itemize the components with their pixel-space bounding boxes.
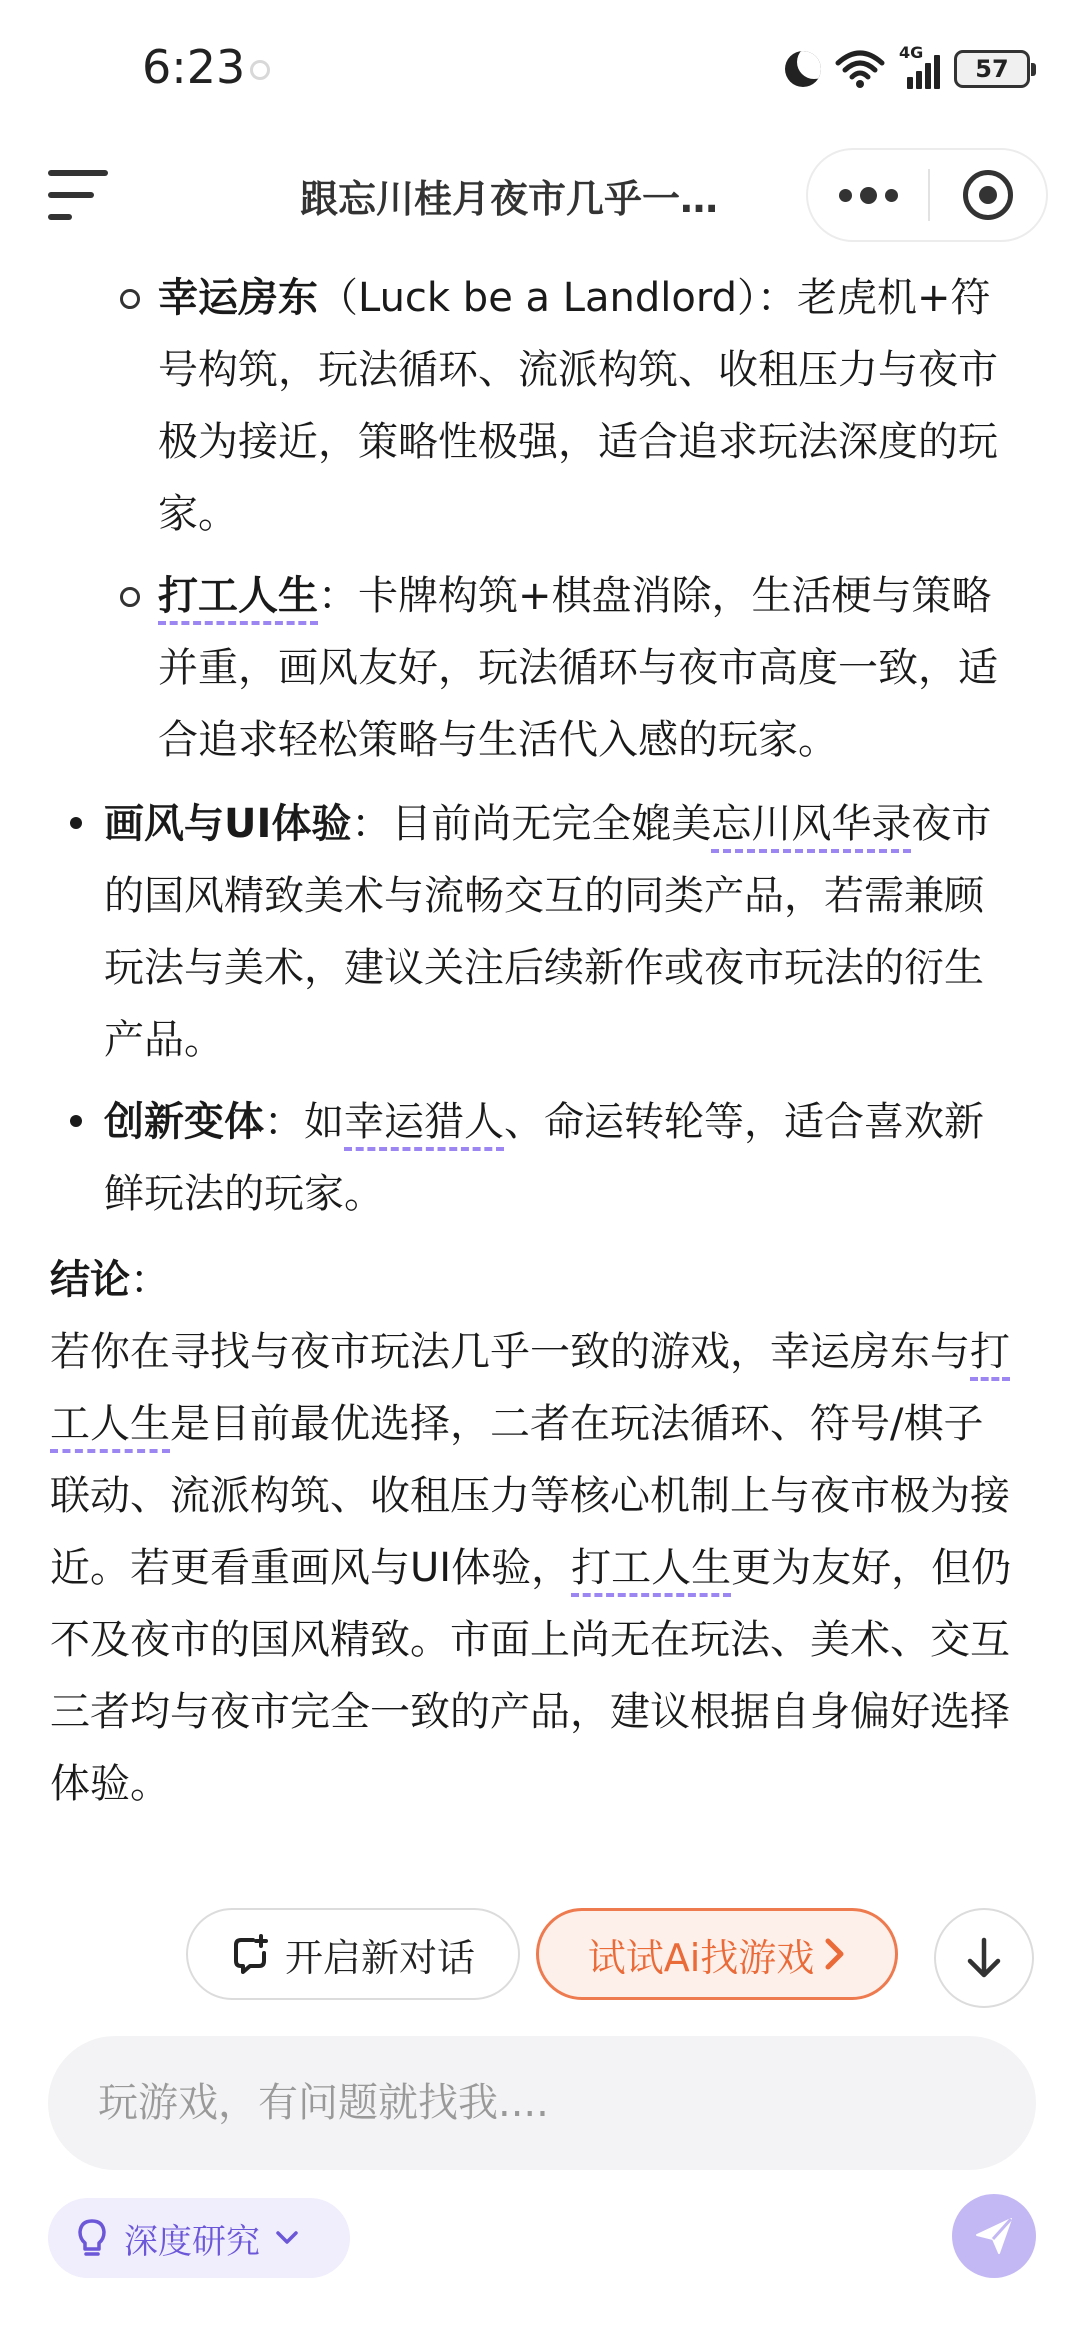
chevron-down-icon [274,2228,300,2248]
wifi-icon [835,49,885,89]
deep-research-label: 深度研究 [124,2221,260,2262]
bullet-text: ：如 [264,1099,344,1145]
conclusion-paragraph [50,1316,1020,1820]
try-ai-label: 试试Ai找游戏 [587,1935,815,1980]
bulb-icon [74,2218,110,2258]
list-item [158,262,1020,550]
game-link[interactable]: 打工人生 [571,1545,731,1597]
send-icon [971,2213,1017,2259]
bullet-text: ：目前尚无完全媲美 [351,801,712,847]
list-item [104,788,1020,1076]
bullet-text: 夜市的国风精致美术与流畅交互的同类产品，若需兼顾玩法与美术，建议关注后续新作或夜市玩法的衍生产品。 [104,801,992,1063]
menu-icon[interactable] [48,170,108,222]
game-description: ：卡牌构筑+棋盘消除，生活梗与策略并重，画风友好，玩法循环与夜市高度一致，适合追求轻松策略与生活代入感的玩家。 [158,573,998,763]
game-link[interactable]: 幸运猎人 [344,1099,504,1151]
battery-indicator: 57 [954,50,1030,88]
bullet-heading: 创新变体 [104,1099,264,1145]
conclusion-colon: ： [130,1257,170,1303]
conclusion-text: 更为友好，但仍不及夜市的国风精致。市面上尚无在玩法、美术、交互三者均与夜市完全一致的产品，建议根据自身偏好选择体验。 [50,1545,1012,1807]
bullet-heading: 画风与UI体验 [104,801,352,847]
header [0,140,1080,250]
status-icons [785,44,1030,94]
conclusion-text: 若你在寻找与夜市玩法几乎一致的游戏，幸运房东与 [50,1329,970,1375]
game-description: （Luck be a Landlord）：老虎机+符号构筑，玩法循环、流派构筑、收租压力与夜市极为接近，策略性极强，适合追求玩法深度的玩家。 [158,275,998,537]
page-title: 跟忘川桂月夜市几乎一… [300,177,719,221]
notification-icon [250,60,270,80]
chat-input-container [48,2036,1036,2170]
new-chat-icon [231,1934,271,1974]
arrow-down-icon [964,1937,1004,1979]
game-link[interactable]: 打工人生 [158,573,318,625]
game-name: 幸运房东 [158,275,318,321]
deep-research-toggle[interactable] [48,2198,350,2278]
close-program-button[interactable] [930,170,1046,220]
list-item [158,560,1020,776]
conclusion-label: 结论 [50,1257,130,1303]
scroll-to-bottom-button[interactable] [934,1908,1034,2008]
status-time: 6:23 [142,40,246,94]
quick-actions [0,1908,1080,2000]
conclusion-text: 是目前最优选择，二者在玩法循环、符号/棋子联动、流派构筑、收租压力等核心机制上与夜市极为接近。若更看重画风与UI体验， [50,1401,1010,1591]
new-chat-label: 开启新对话 [284,1935,475,1980]
cellular-signal-icon [899,43,940,89]
game-link[interactable]: 打工人生 [50,1329,1010,1453]
chevron-right-icon [824,1937,846,1971]
new-chat-button[interactable] [186,1908,520,2000]
try-ai-find-game-button[interactable] [536,1908,898,2000]
send-button[interactable] [952,2194,1036,2278]
network-type: 4G [899,43,924,62]
more-options-icon[interactable] [808,150,928,240]
game-link[interactable]: 忘川风华录 [711,801,911,853]
mini-program-capsule [806,148,1048,242]
status-bar [0,0,1080,140]
conclusion-heading [50,1244,1080,1316]
chat-input[interactable] [98,2036,978,2170]
bullet-text: 、命运转轮等，适合喜欢新鲜玩法的玩家。 [104,1099,984,1217]
list-item [104,1086,1020,1230]
do-not-disturb-icon [785,51,821,87]
chat-response [0,262,1080,1820]
target-icon [963,170,1013,220]
